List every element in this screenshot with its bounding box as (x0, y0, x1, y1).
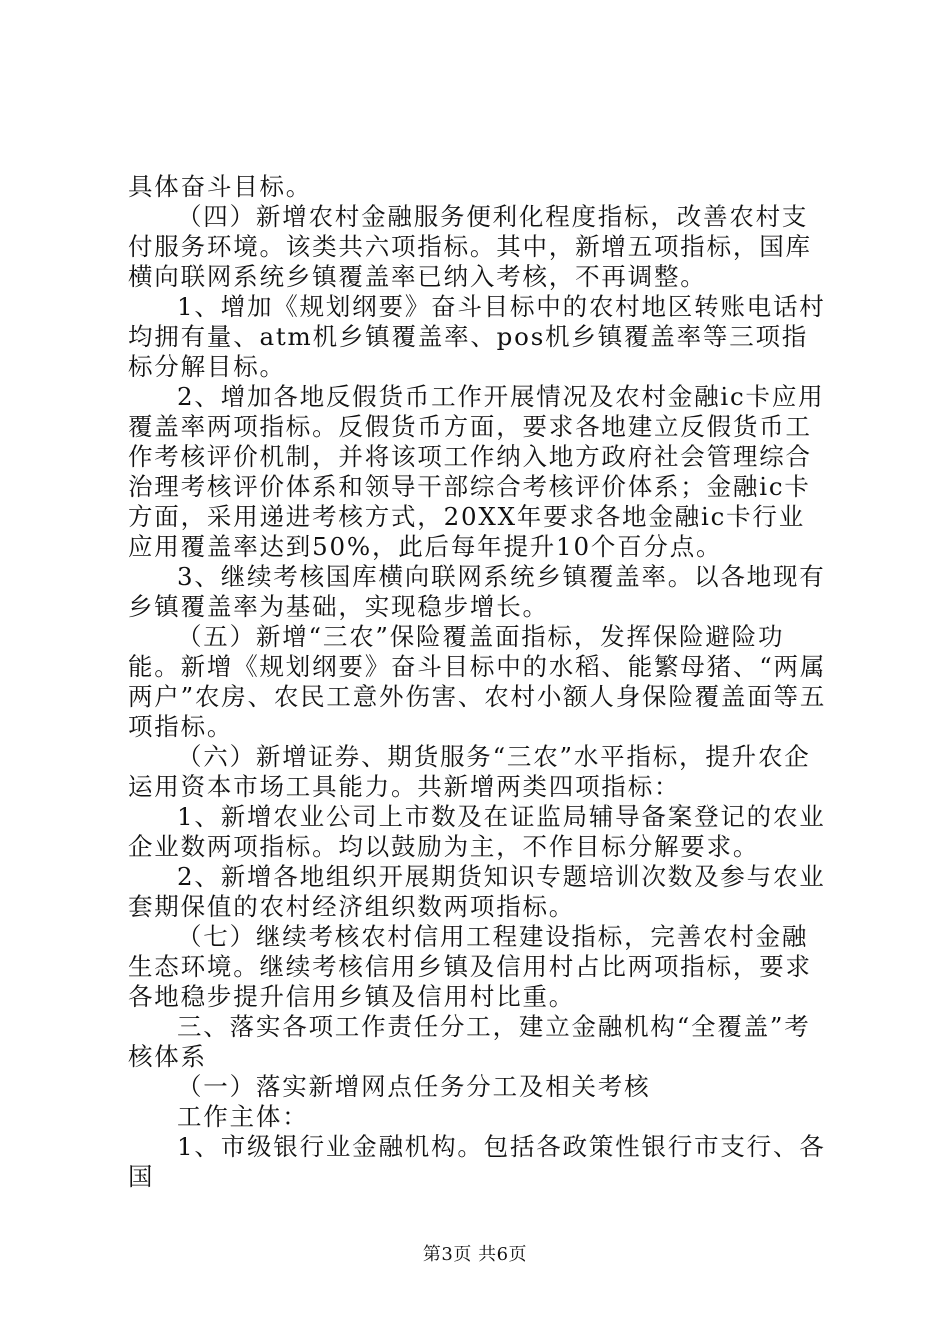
section-heading: 三、落实各项工作责任分工，建立金融机构“全覆盖”考核体系 (128, 1012, 811, 1071)
page-number: 第3页 共6页 (422, 1244, 528, 1265)
paragraph: 1、新增农业公司上市数及在证监局辅导备案登记的农业企业数两项指标。均以鼓励为主，不作目标分解要求。 (128, 802, 826, 861)
paragraph: 3、继续考核国库横向联网系统乡镇覆盖率。以各地现有乡镇覆盖率为基础，实现稳步增长。 (128, 562, 826, 621)
paragraph: （六）新增证券、期货服务“三农”水平指标，提升农企运用资本市场工具能力。共新增两类四项指标： (128, 742, 811, 801)
paragraph: 具体奋斗目标。 (128, 172, 313, 201)
subsection-heading: （一）落实新增网点任务分工及相关考核 (177, 1072, 651, 1101)
paragraph: 1、增加《规划纲要》奋斗目标中的农村地区转账电话村均拥有量、atm机乡镇覆盖率、pos机乡镇覆盖率等三项指标分解目标。 (128, 292, 826, 381)
document-body (128, 172, 828, 1192)
paragraph: 2、新增各地组织开展期货知识专题培训次数及参与农业套期保值的农村经济组织数两项指标。 (128, 862, 826, 921)
paragraph: 工作主体： (177, 1102, 309, 1131)
paragraph: （五）新增“三农”保险覆盖面指标，发挥保险避险功能。新增《规划纲要》奋斗目标中的水稻、能繁母猪、“两属两户”农房、农民工意外伤害、农村小额人身保险覆盖面等五项指标。 (128, 622, 827, 741)
paragraph: （四）新增农村金融服务便利化程度指标，改善农村支付服务环境。该类共六项指标。其中，新增五项指标，国库横向联网系统乡镇覆盖率已纳入考核，不再调整。 (128, 202, 812, 291)
paragraph: 1、市级银行业金融机构。包括各政策性银行市支行、各国 (128, 1132, 826, 1191)
paragraph: （七）继续考核农村信用工程建设指标，完善农村金融生态环境。继续考核信用乡镇及信用村占比两项指标，要求各地稳步提升信用乡镇及信用村比重。 (128, 922, 812, 1011)
paragraph: 2、增加各地反假货币工作开展情况及农村金融ic卡应用覆盖率两项指标。反假货币方面，要求各地建立反假货币工作考核评价机制，并将该项工作纳入地方政府社会管理综合治理考核评价体系和领导干部综合考核评价体系；金融ic卡方面，采用递进考核方式，20XX年要求各地金融ic卡行业应用覆盖率达到50%，此后每年提升10个百分点。 (128, 382, 825, 561)
